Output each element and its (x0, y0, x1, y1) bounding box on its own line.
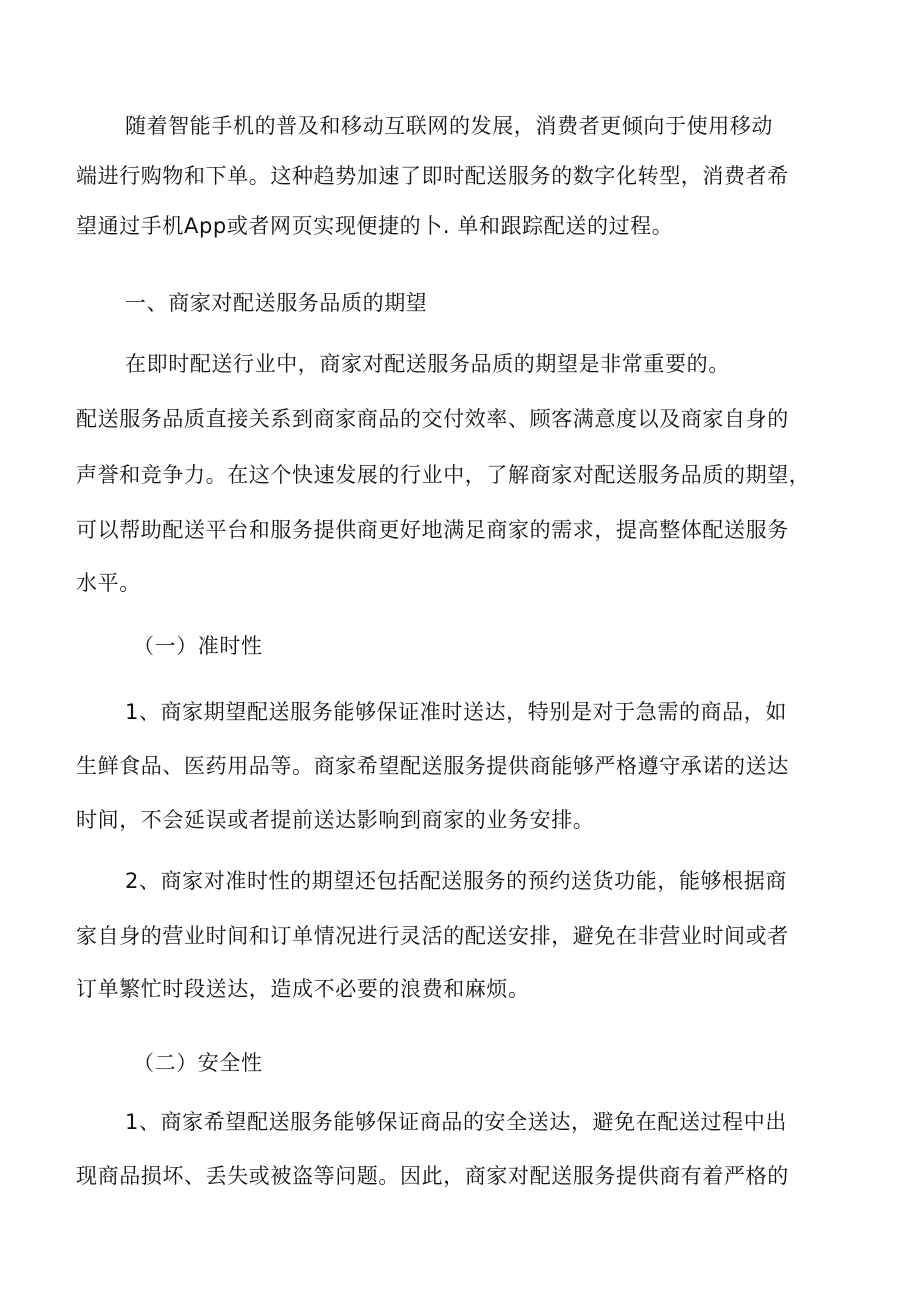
paragraph-line: 端进行购物和下单。这种趋势加速了即时配送服务的数字化转型，消费者希 (76, 164, 789, 188)
paragraph-line: 望通过手机App或者网页实现便捷的卜. 单和跟踪配送的过程。 (76, 214, 674, 238)
paragraph-line: 现商品损坏、丢失或被盗等问题。因此，商家对配送服务提供商有着严格的 (76, 1164, 789, 1188)
paragraph-line: 2、商家对准时性的期望还包括配送服务的预约送货功能，能够根据商 (125, 869, 787, 893)
paragraph-line: 随着智能手机的普及和移动互联网的发展，消费者更倾向于使用移动 (125, 114, 773, 138)
paragraph-line: 声誉和竞争力。在这个快速发展的行业中，了解商家对配送服务品质的期望， (76, 463, 811, 487)
paragraph-line: 配送服务品质直接关系到商家商品的交付效率、顾客满意度以及商家自身的 (76, 407, 789, 431)
subsection-heading: （一）准时性 (133, 634, 263, 658)
paragraph-line: 家自身的营业时间和订单情况进行灵活的配送安排，避免在非营业时间或者 (76, 924, 789, 948)
subsection-heading: （二）安全性 (133, 1051, 263, 1075)
paragraph-line: 在即时配送行业中，商家对配送服务品质的期望是非常重要的。 (125, 352, 730, 376)
paragraph-line: 可以帮助配送平台和服务提供商更好地满足商家的需求，提高整体配送服务 (76, 518, 789, 542)
paragraph-line: 生鲜食品、医药用品等。商家希望配送服务提供商能够严格遵守承诺的送达 (76, 754, 789, 778)
paragraph-line: 订单繁忙时段送达，造成不必要的浪费和麻烦。 (76, 977, 530, 1001)
paragraph-line: 1、商家期望配送服务能够保证准时送达，特别是对于急需的商品，如 (125, 700, 787, 724)
section-heading: 一、商家对配送服务品质的期望 (125, 291, 428, 315)
paragraph-line: 1、商家希望配送服务能够保证商品的安全送达，避免在配送过程中出 (125, 1110, 787, 1134)
paragraph-line: 水平。 (76, 571, 141, 595)
paragraph-line: 时间，不会延误或者提前送达影响到商家的业务安排。 (76, 808, 595, 832)
